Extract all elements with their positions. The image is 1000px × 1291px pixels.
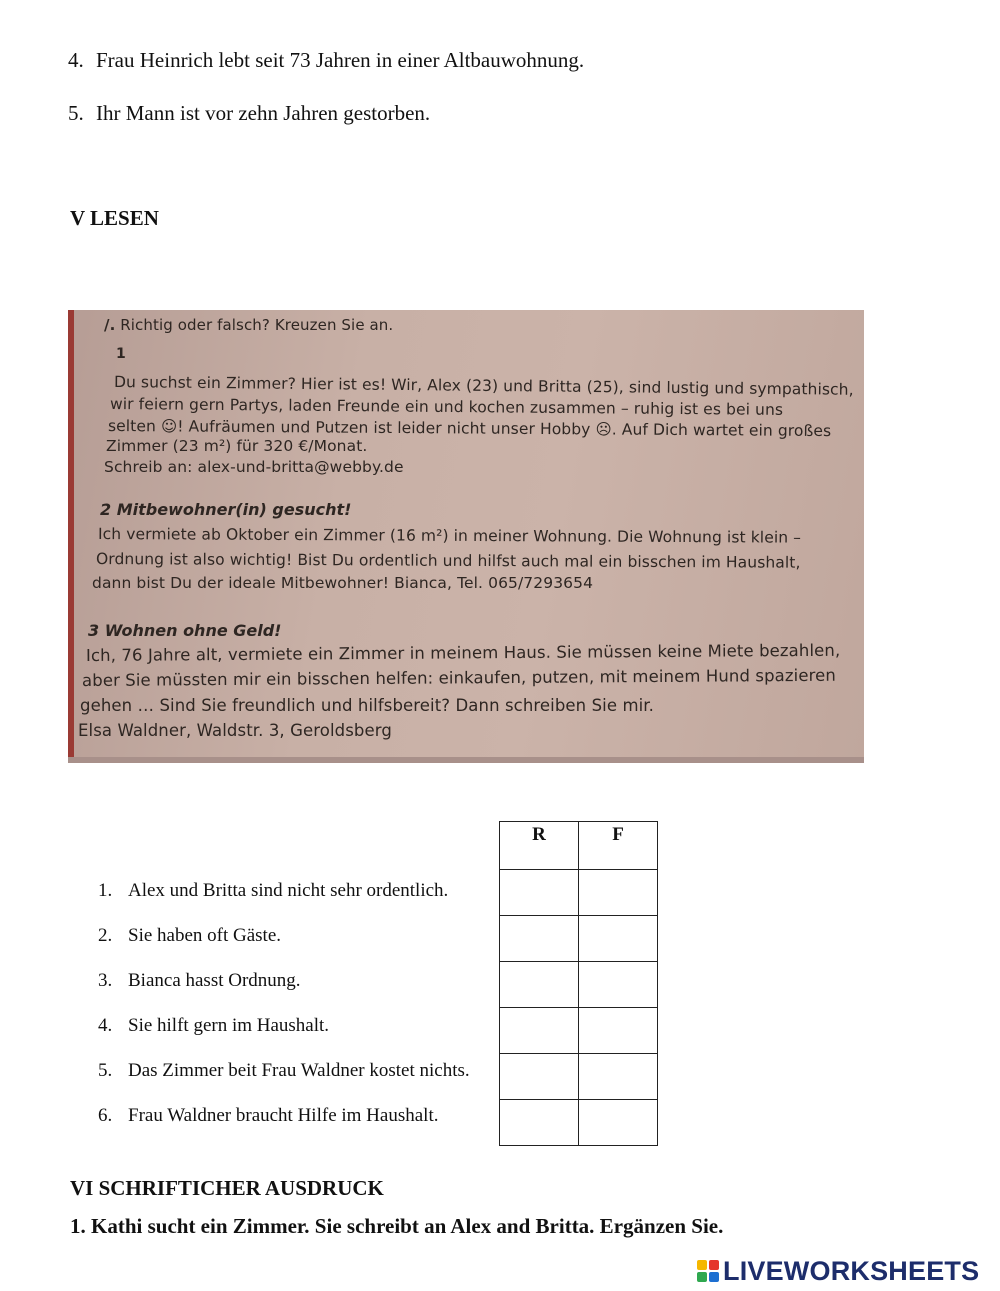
logo-square	[697, 1272, 707, 1282]
ad3-line: Elsa Waldner, Waldstr. 3, Geroldsberg	[78, 721, 392, 740]
question-1	[98, 880, 448, 902]
textbook-photo	[68, 310, 864, 763]
ad3-line: aber Sie müssten mir ein bisschen helfen: einkaufen, putzen, mit meinem Hund spazieren	[81, 665, 836, 690]
item-text: Frau Heinrich lebt seit 73 Jahren in einer Altbauwohnung.	[96, 48, 585, 72]
question-text: Bianca hasst Ordnung.	[128, 970, 301, 991]
answer-f-1[interactable]	[579, 870, 658, 916]
table-header-row	[500, 822, 658, 870]
section-v-title: V LESEN	[70, 206, 159, 230]
answer-f-5[interactable]	[579, 1054, 658, 1100]
statement-item-5	[68, 101, 430, 125]
liveworksheets-logo	[697, 1256, 979, 1286]
ad2-line: Ich vermiete ab Oktober ein Zimmer (16 m²) in meiner Wohnung. Die Wohnung ist klein –	[97, 525, 802, 547]
statement-item-4	[68, 48, 584, 72]
logo-text: LIVEWORKSHEETS	[723, 1255, 980, 1286]
item-number: 5.	[68, 101, 84, 125]
question-5	[98, 1060, 470, 1082]
liveworksheets-logo-icon	[697, 1260, 719, 1282]
question-text: Das Zimmer beit Frau Waldner kostet nichts.	[128, 1060, 470, 1081]
question-number: 3.	[98, 970, 113, 991]
question-text: Alex und Britta sind nicht sehr ordentlich.	[128, 880, 449, 901]
ad1-line: wir feiern gern Partys, laden Freunde ein und kochen zusammen – ruhig ist es bei uns	[109, 395, 784, 419]
ad1-line: Du suchst ein Zimmer? Hier ist es! Wir, Alex (23) und Britta (25), sind lustig und sympathisch,	[113, 373, 854, 399]
answer-r-2[interactable]	[500, 916, 579, 962]
logo-square	[697, 1260, 707, 1270]
question-number: 1.	[98, 880, 113, 901]
table-row	[500, 870, 658, 916]
ad1-number: 1	[116, 346, 126, 362]
ad2-line: dann bist Du der ideale Mitbewohner! Bianca, Tel. 065/7293654	[92, 574, 594, 592]
question-2	[98, 925, 281, 947]
ad1-line: Zimmer (23 m²) für 320 €/Monat.	[106, 437, 368, 455]
question-number: 4.	[98, 1015, 113, 1036]
answer-r-4[interactable]	[500, 1008, 579, 1054]
answer-f-4[interactable]	[579, 1008, 658, 1054]
answer-f-3[interactable]	[579, 962, 658, 1008]
answer-f-6[interactable]	[579, 1100, 658, 1146]
item-text: Ihr Mann ist vor zehn Jahren gestorben.	[96, 101, 431, 125]
logo-square	[709, 1260, 719, 1270]
table-row	[500, 1054, 658, 1100]
section-vi-task: 1. Kathi sucht ein Zimmer. Sie schreibt an Alex and Britta. Ergänzen Sie.	[70, 1214, 724, 1238]
question-text: Frau Waldner braucht Hilfe im Haushalt.	[128, 1105, 439, 1126]
photo-instruction: /. Richtig oder falsch? Kreuzen Sie an.	[104, 316, 394, 334]
header-f: F	[579, 822, 658, 870]
question-number: 6.	[98, 1105, 113, 1126]
table-row	[500, 1008, 658, 1054]
header-r: R	[500, 822, 579, 870]
question-6	[98, 1105, 438, 1127]
question-number: 2.	[98, 925, 113, 946]
ad2-line: Ordnung ist also wichtig! Bist Du ordentlich und hilfst auch mal ein bisschen im Haushalt,	[95, 550, 801, 572]
photo-edge	[68, 310, 74, 763]
question-text: Sie hilft gern im Haushalt.	[128, 1015, 330, 1036]
answer-r-1[interactable]	[500, 870, 579, 916]
answer-r-6[interactable]	[500, 1100, 579, 1146]
table-row	[500, 916, 658, 962]
answer-r-3[interactable]	[500, 962, 579, 1008]
ad2-heading: 2 Mitbewohner(in) gesucht!	[100, 500, 352, 519]
ad3-line: Ich, 76 Jahre alt, vermiete ein Zimmer in meinem Haus. Sie müssen keine Miete bezahlen,	[85, 640, 841, 665]
answer-f-2[interactable]	[579, 916, 658, 962]
answer-table	[499, 821, 658, 1146]
photo-edge	[68, 757, 864, 763]
question-number: 5.	[98, 1060, 113, 1081]
answer-r-5[interactable]	[500, 1054, 579, 1100]
question-4	[98, 1015, 329, 1037]
question-3	[98, 970, 301, 992]
item-number: 4.	[68, 48, 84, 72]
table-row	[500, 1100, 658, 1146]
ad1-line: Schreib an: alex-und-britta@webby.de	[104, 458, 404, 476]
table-row	[500, 962, 658, 1008]
ad3-heading: 3 Wohnen ohne Geld!	[88, 621, 282, 640]
ad1-line: selten ☺! Aufräumen und Putzen ist leider nicht unser Hobby ☹. Auf Dich wartet ein großes	[107, 417, 832, 441]
question-text: Sie haben oft Gäste.	[128, 925, 282, 946]
logo-square	[709, 1272, 719, 1282]
ad3-line: gehen … Sind Sie freundlich und hilfsbereit? Dann schreiben Sie mir.	[80, 696, 655, 715]
section-vi-title: VI SCHRIFTICHER AUSDRUCK	[70, 1176, 384, 1200]
